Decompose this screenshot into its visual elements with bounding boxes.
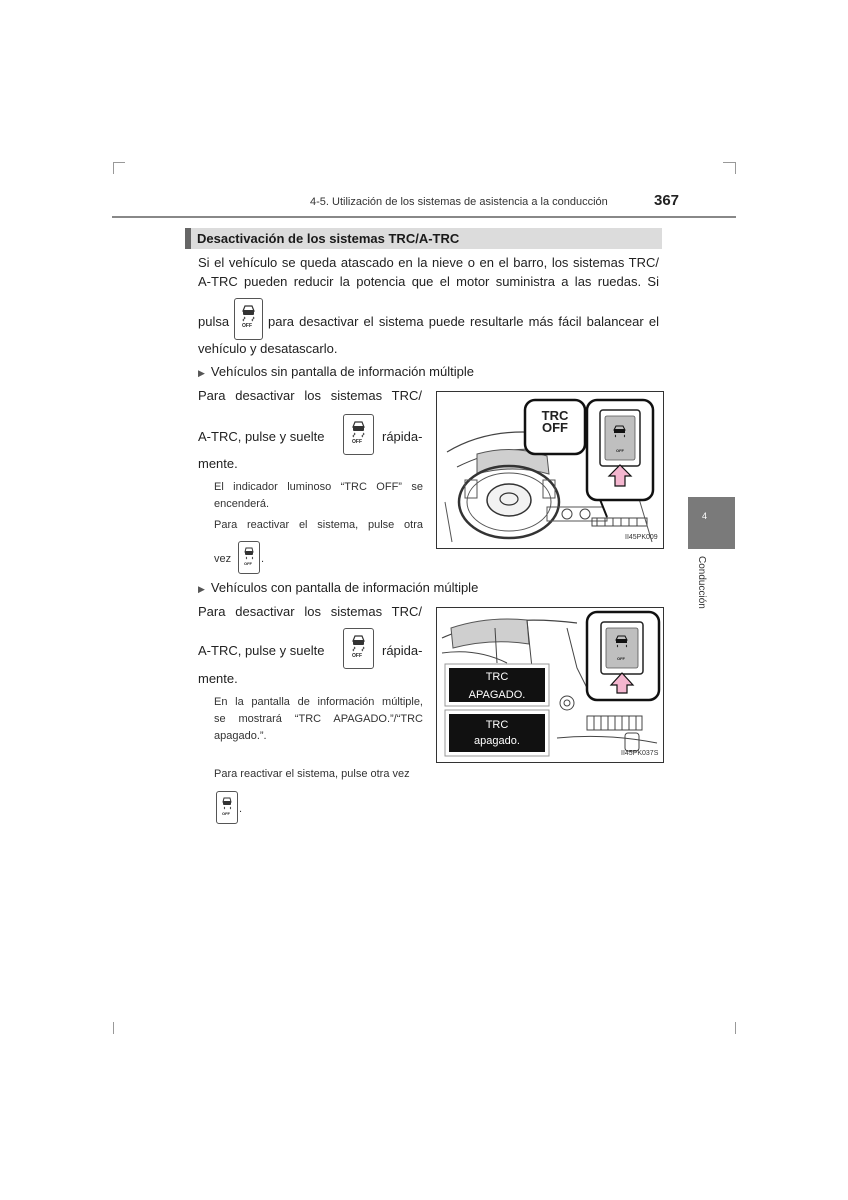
with-display-line-1: Para desactivar los sistemas TRC/	[198, 604, 422, 619]
indicator-line-2: OFF	[542, 420, 568, 435]
header-section-title: 4-5. Utilización de los sistemas de asistencia a la conducción	[310, 196, 608, 208]
trc-off-indicator	[539, 410, 571, 434]
trc-off-button-small	[238, 541, 260, 574]
header-rule	[112, 216, 736, 218]
button-off-label: OFF	[222, 811, 230, 816]
section-heading-text: Desactivación de los sistemas TRC/A-TRC	[197, 231, 460, 246]
figure-trc-apagado-display	[436, 607, 664, 763]
trc-off-button-small	[216, 791, 238, 824]
with-display-note-1b: se mostrará “TRC APAGADO.”/“TRC	[214, 713, 423, 725]
trc-off-icon	[235, 299, 262, 339]
with-display-line-3: mente.	[198, 671, 238, 686]
figure-button-off-label: OFF	[616, 448, 624, 453]
chapter-label: Conducción	[696, 556, 707, 609]
with-display-note-2: Para reactivar el sistema, pulse otra vez	[214, 768, 410, 780]
trc-off-icon	[344, 415, 373, 454]
trc-off-icon	[217, 792, 237, 823]
no-display-note-2b: vez	[214, 553, 232, 565]
display-message-line-2: apagado.	[474, 735, 520, 747]
with-display-note-2-end: .	[239, 803, 243, 815]
trc-off-button	[234, 298, 263, 340]
no-display-note-1b: encenderá.	[214, 498, 270, 510]
chapter-number: 4	[702, 511, 708, 521]
intro-line-1: Si el vehículo se queda atascado en la nieve o en el barro, los sistemas TRC/	[198, 255, 659, 270]
crop-mark	[113, 1022, 114, 1034]
intro-line-2: A-TRC pueden reducir la potencia que el motor suministra a las ruedas. Si	[198, 274, 659, 289]
no-display-line-2b: rápida-	[382, 429, 423, 444]
button-off-label: OFF	[244, 561, 252, 566]
with-display-line-2a: A-TRC, pulse y suelte	[198, 643, 325, 658]
button-off-label: OFF	[352, 653, 362, 659]
trc-off-icon	[344, 629, 373, 668]
trc-off-button	[343, 628, 374, 669]
figure-code: II45PK009	[625, 534, 658, 541]
chapter-tab	[688, 497, 735, 549]
subsection-heading-text: Vehículos sin pantalla de información múltiple	[210, 364, 474, 379]
display-message-line-1: TRC	[485, 719, 509, 731]
intro-line-3a: pulsa	[198, 314, 230, 329]
figure-code: II45PK037S	[621, 750, 659, 757]
with-display-line-2b: rápida-	[382, 643, 423, 658]
intro-line-3b: para desactivar el sistema puede resultarle más fácil balancear el	[268, 314, 659, 329]
crop-mark	[723, 162, 735, 163]
button-off-label: OFF	[352, 439, 362, 445]
no-display-line-2a: A-TRC, pulse y suelte	[198, 429, 325, 444]
with-display-note-1c: apagado.”.	[214, 730, 267, 742]
subsection-heading-no-display	[198, 362, 474, 383]
page-number: 367	[654, 192, 680, 209]
section-heading	[185, 228, 662, 249]
section-heading-edge	[185, 228, 191, 249]
trc-off-button	[343, 414, 374, 455]
no-display-line-1: Para desactivar los sistemas TRC/	[198, 388, 422, 403]
figure-trc-off-indicator	[436, 391, 664, 549]
trc-off-icon	[239, 542, 259, 573]
indicator-line-1: TRC	[541, 408, 569, 423]
bullet-triangle-icon: ▶	[198, 368, 205, 378]
intro-line-4: vehículo y desatascarlo.	[198, 341, 338, 356]
display-message-line-1: TRC	[485, 671, 509, 683]
display-message-uppercase	[449, 670, 545, 702]
button-off-label: OFF	[242, 323, 252, 329]
subsection-heading-with-display	[198, 578, 478, 599]
no-display-line-3: mente.	[198, 456, 238, 471]
no-display-note-2a: Para reactivar el sistema, pulse otra	[214, 519, 423, 531]
bullet-triangle-icon: ▶	[198, 584, 205, 594]
figure-button-off-label: OFF	[617, 656, 625, 661]
crop-mark	[113, 162, 114, 174]
crop-mark	[735, 162, 736, 174]
no-display-note-1a: El indicador luminoso “TRC OFF” se	[214, 481, 423, 493]
crop-mark	[735, 1022, 736, 1034]
subsection-heading-text: Vehículos con pantalla de información múltiple	[210, 580, 479, 595]
no-display-note-2c: .	[261, 553, 265, 565]
display-message-line-2: APAGADO.	[468, 689, 526, 701]
with-display-note-1a: En la pantalla de información múltiple,	[214, 696, 423, 708]
display-message-lowercase	[449, 718, 545, 748]
crop-mark	[113, 162, 125, 163]
